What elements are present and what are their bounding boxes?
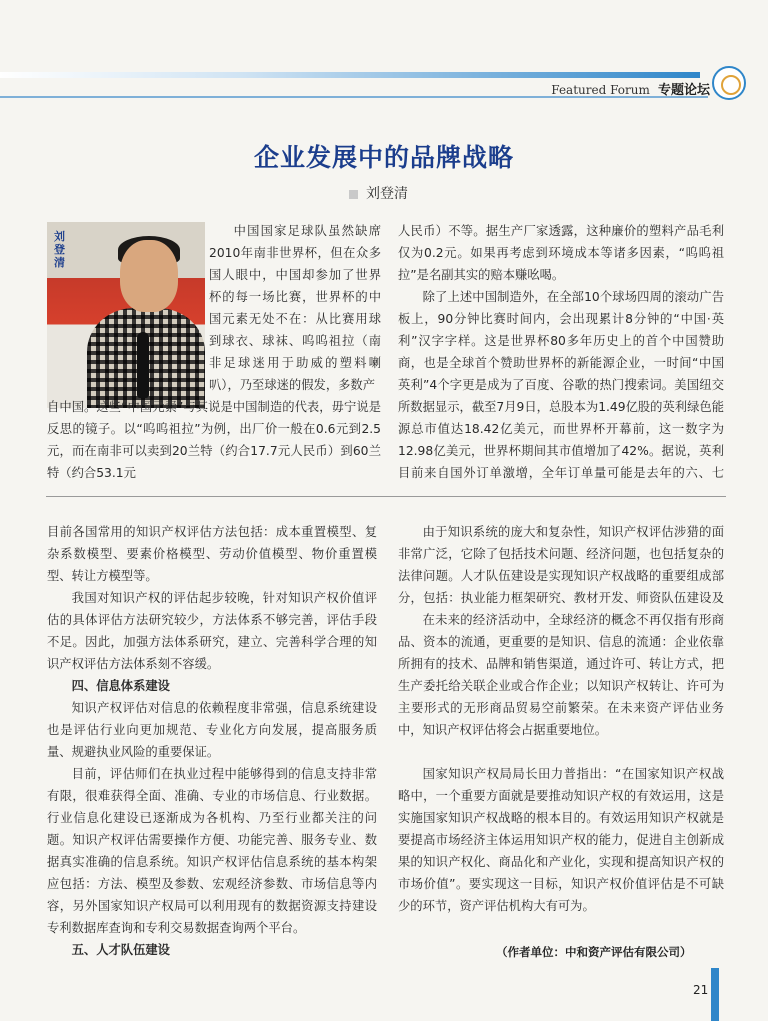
magazine-logo-icon <box>712 66 746 100</box>
microphone-icon <box>137 332 149 398</box>
director-quote-paragraph: 国家知识产权局局长田力普指出：“在国家知识产权战略中，一个重要方面就是要推动知识产权的有效运用，这是实施国家知识产权战略的根本目的。有效运用知识产权就是要提高市场经济主体运用知识产权的能力，促进自主创新成果的知识产权化、商品化和产业化，实现和提高知识产权的市场价值”。要实现这一目标，知识产权价值评估是不可缺少的环节，资产评估机构大有可为。 <box>398 767 724 913</box>
evaluation-paragraph: 我国对知识产权的评估起步较晚，针对知识产权价值评估的具体评估方法研究较少，方法体系不够完善，评估手段不足。因此，加强方法体系研究，建立、完善科学合理的知识产权评估方法体系刻不容缓。 <box>47 591 377 671</box>
information-paragraph-1: 知识产权评估对信息的依赖程度非常强，信息系统建设也是评估行业向更加规范、专业化方向发展，提高服务质量、规避执业风险的重要保证。 <box>47 701 377 759</box>
upper-right-paragraph-1: 人民币）不等。据生产厂家透露，这种廉价的塑料产品毛利仅为0.2元。如果再考虑到环境成本等诸多因素，“呜呜祖拉”是名副其实的赔本赚吆喝。 <box>398 224 724 282</box>
page-edge-tab <box>711 968 719 1021</box>
information-paragraph-2: 目前，评估师们在执业过程中能够得到的信息支持非常有限，很难获得全面、准确、专业的市场信息、行业数据。行业信息化建设已逐渐成为各机构、乃至行业都关注的问题。知识产权评估需要操作方便、功能完善、服务专业、数据真实准确的信息系统。知识产权评估信息系统的基本构架应包括：方法、模型及参数、宏观经济参数、市场信息等内容，另外国家知识产权局可以利用现有的数据资源支持建设专利数据库查询和专利交易数据查询两个平台。 <box>47 767 377 935</box>
author-name: 刘登清 <box>366 186 408 202</box>
intro-paragraph: 中国国家足球队虽然缺席2010年南非世界杯，但在众多国人眼中，中国却参加了世界杯的每一场比赛，世界杯的中国元素无处不在：从比赛用球到球衣、球袜、呜呜祖拉（南非足球迷用于助威的塑料喇叭），乃至球迷的假发，多数产 <box>209 224 381 392</box>
intro-paragraph-continued: 自中国。这些“中国元素”与其说是中国制造的代表，毋宁说是反思的镜子。以“呜呜祖拉”为例，出厂价一般在0.6元到2.5元，而在南非可以卖到20兰特（约合17.7元人民币）到60兰特（约合53.1元 <box>47 400 381 480</box>
article-author <box>349 183 408 203</box>
section-label <box>551 79 710 98</box>
section-label-zh: 专题论坛 <box>657 83 710 98</box>
author-affiliation: （作者单位：中和资产评估有限公司） <box>496 945 692 959</box>
upper-right-paragraph-2: 除了上述中国制造外，在全部10个球场四周的滚动广告板上，90分钟比赛时间内，会出现累计8分钟的“中国·英利”汉字字样。这是世界杯80多年历史上的首个中国赞助商，也是全球首个赞助世界杯的新能源企业，一时间“中国英利”4个字更是成为了百度、谷歌的热门搜索词。美国纽交所数据显示，截至7月9日，总股本为1.49亿股的英利绿色能源总市值达18.42亿美元，而世界杯开幕前，这一数字为12.98亿美元，世界杯期间其市值增加了42%。据说，英利目前来自国外订单激增，全年订单量可能是去年的六、七 <box>398 290 724 480</box>
section-divider <box>46 496 726 497</box>
header-gradient-bar <box>0 72 700 78</box>
photo-person-face <box>120 240 178 312</box>
article-title: 企业发展中的品牌战略 <box>253 143 514 172</box>
heading-talent-team: 五、人才队伍建设 <box>71 943 170 957</box>
page-number: 21 <box>693 983 709 997</box>
intro-paragraph-wrap <box>209 220 381 396</box>
talent-paragraph: 由于知识系统的庞大和复杂性，知识产权评估涉猎的面非常广泛，它除了包括技术问题、经济问题，也包括复杂的法律问题。人才队伍建设是实现知识产权战略的重要组成部分，包括：执业能力框架研究、教材开发、师资队伍建设及 <box>398 525 724 605</box>
heading-information-system: 四、信息体系建设 <box>71 679 170 693</box>
future-paragraph: 在未来的经济活动中，全球经济的概念不再仅指有形商品、资本的流通，更重要的是知识、信息的流通：企业依靠所拥有的技术、品牌和销售渠道，通过许可、转让方式，把生产委托给关联企业或合作企业；以知识产权转让、许可为主要形式的无形商品贸易空前繁荣。在未来资产评估业务中，知识产权评估将会占据重要地位。 <box>398 613 724 737</box>
photo-caption: 刘登清 <box>54 230 65 269</box>
section-label-en: Featured Forum <box>551 83 650 97</box>
square-bullet-icon <box>349 190 358 199</box>
methods-paragraph: 目前各国常用的知识产权评估方法包括：成本重置模型、复杂系数模型、要素价格模型、劳动价值模型、物价重置模型、转让方模型等。 <box>47 525 377 583</box>
author-photo <box>47 222 205 408</box>
